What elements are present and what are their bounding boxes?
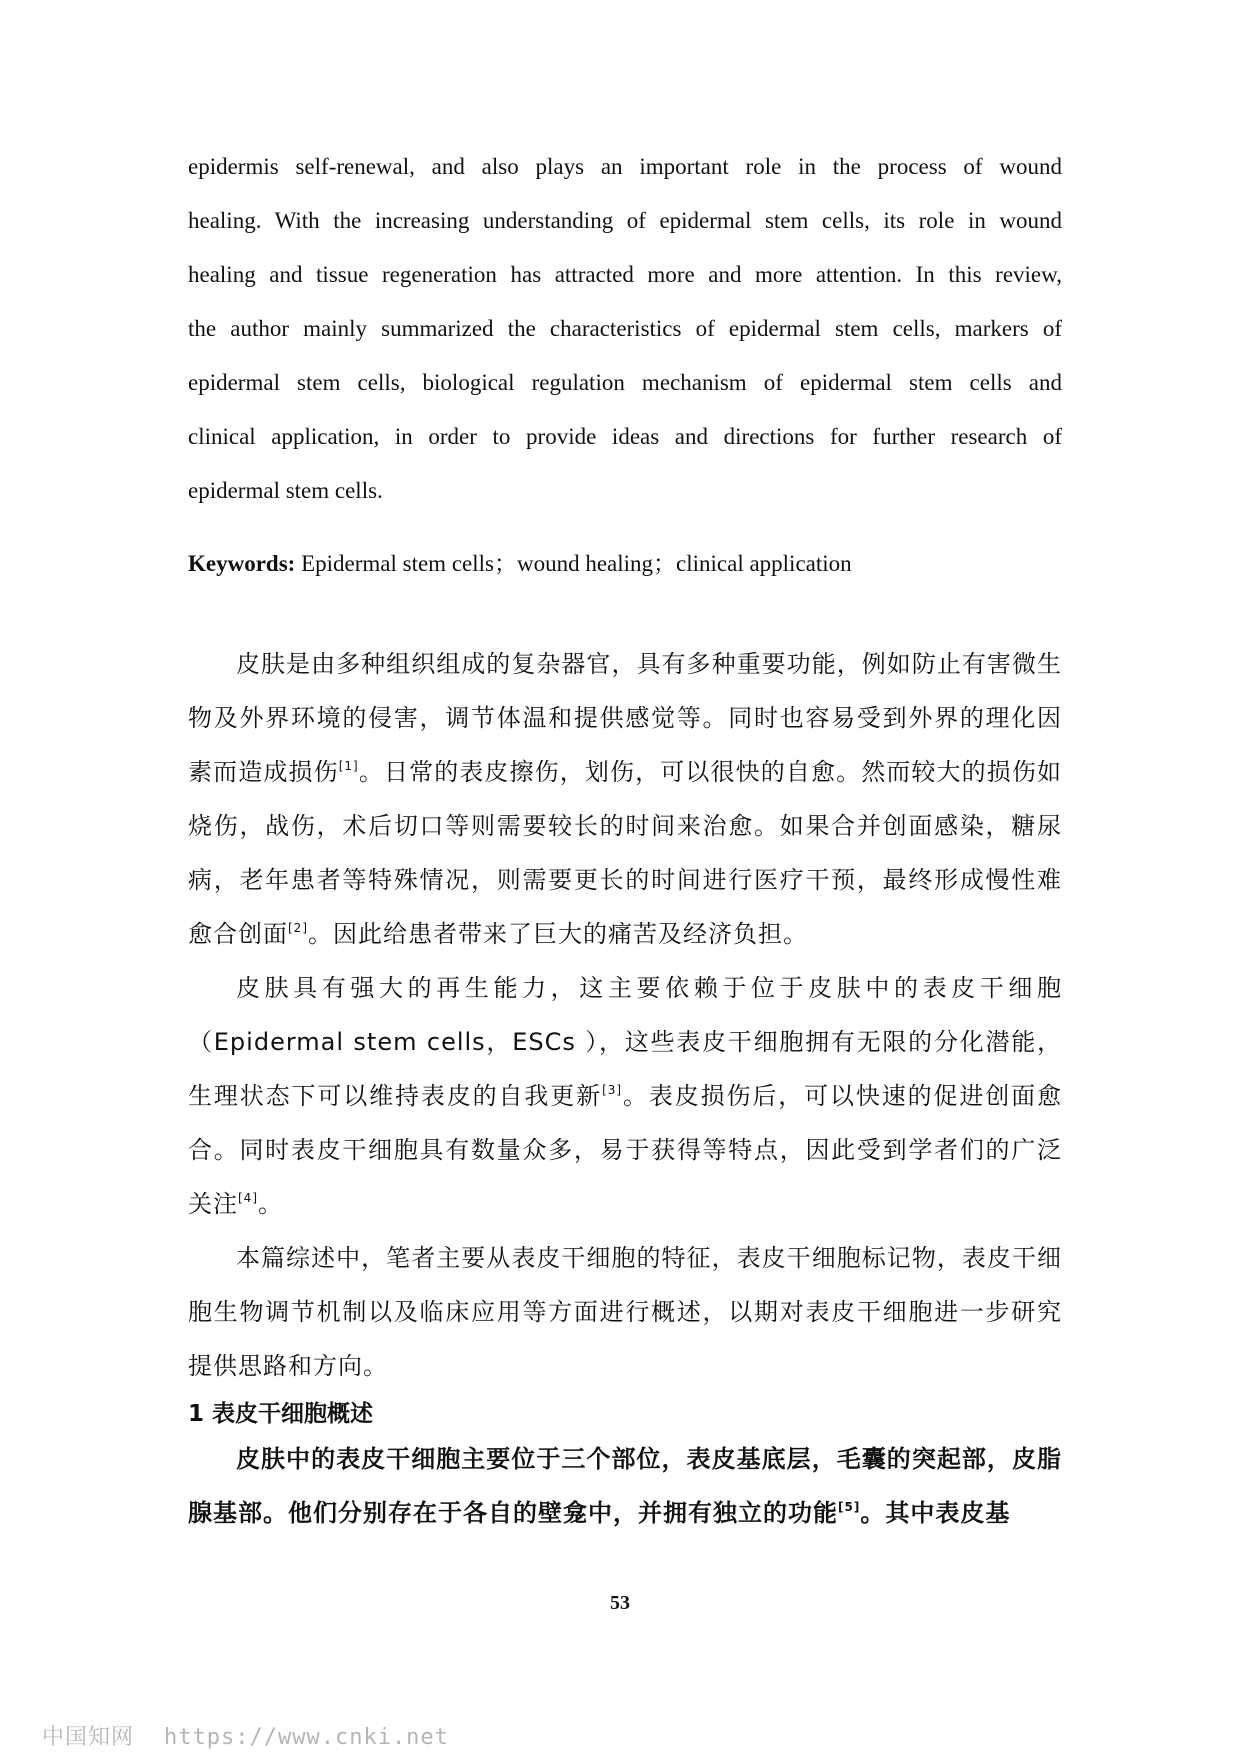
footer-url: https://www.cnki.net: [164, 1725, 449, 1750]
keywords: [188, 542, 1062, 586]
watermark-footer: [42, 1724, 449, 1751]
p1-text-1: 皮肤是由多种组织组成的复杂器官，具有多种重要功能，例如防止有害微生物及外界环境的侵害，调节体温和提供感觉等。同时也容易受到外界的理化因素而造成损伤: [188, 650, 1062, 786]
citation-3: [3]: [602, 1083, 623, 1097]
abstract-line-3: healing and tissue regeneration has attracted more and more attention. In this review,: [188, 262, 1062, 287]
paragraph-3: 本篇综述中，笔者主要从表皮干细胞的特征，表皮干细胞标记物，表皮干细胞生物调节机制以及临床应用等方面进行概述，以期对表皮干细胞进一步研究提供思路和方向。: [188, 1244, 1062, 1380]
abstract-line-1: epidermis self-renewal, and also plays an important role in the process of wound: [188, 154, 1062, 179]
abstract-line-4: the author mainly summarized the characteristics of epidermal stem cells, markers of: [188, 316, 1062, 341]
page-number: 53: [610, 1592, 630, 1614]
p2-text-3: 。: [258, 1190, 283, 1218]
keywords-label: Keywords:: [188, 551, 296, 576]
citation-1: [1]: [338, 759, 359, 773]
citation-5: [5]: [838, 1500, 861, 1514]
p1-text-2: 。日常的表皮擦伤，划伤，可以很快的自愈。然而较大的损伤如烧伤，战伤，术后切口等则需要较长的时间来治愈。如果合并创面感染，糖尿病，老年患者等特殊情况，则需要更长的时间进行医疗干预，最终形成慢性难愈合创面: [188, 758, 1063, 948]
p2-text-1: 皮肤具有强大的再生能力，这主要依赖于位于皮肤中的表皮干细胞（Epidermal stem cells，ESCs ），这些表皮干细胞拥有无限的分化潜能，生理状态下可以维持表皮的自我更新: [188, 974, 1062, 1110]
citation-4: [4]: [238, 1191, 258, 1205]
section-heading: 1 表皮干细胞概述: [188, 1401, 374, 1427]
keywords-text: Epidermal stem cells；wound healing；clinical application: [295, 551, 852, 576]
p1-text-3: 。因此给患者带来了巨大的痛苦及经济负担。: [308, 920, 808, 948]
abstract-line-2: healing. With the increasing understanding of epidermal stem cells, its role in wound: [188, 208, 1062, 233]
p2-text-2: 。表皮损伤后，可以快速的促进创面愈合。同时表皮干细胞具有数量众多，易于获得等特点，因此受到学者们的广泛关注: [188, 1082, 1063, 1218]
abstract-line-7: epidermal stem cells.: [188, 478, 383, 503]
p4-text-1: 皮肤中的表皮干细胞主要位于三个部位，表皮基底层，毛囊的突起部，皮脂腺基部。他们分别存在于各自的壁龛中，并拥有独立的功能: [188, 1445, 1062, 1527]
footer-brand: 中国知网: [42, 1725, 135, 1750]
abstract-line-6: clinical application, in order to provide ideas and directions for further research of: [188, 424, 1062, 449]
paragraph-4: [188, 1432, 1062, 1540]
citation-2: [2]: [288, 921, 308, 935]
abstract-line-5: epidermal stem cells, biological regulation mechanism of epidermal stem cells and: [188, 370, 1062, 395]
paragraph-2: [188, 961, 1062, 1231]
body-chinese: [188, 637, 1062, 1393]
bold-paragraph: [188, 1432, 1062, 1540]
paragraph-1: [188, 637, 1062, 961]
p4-text-2: 。其中表皮基: [860, 1499, 1011, 1527]
